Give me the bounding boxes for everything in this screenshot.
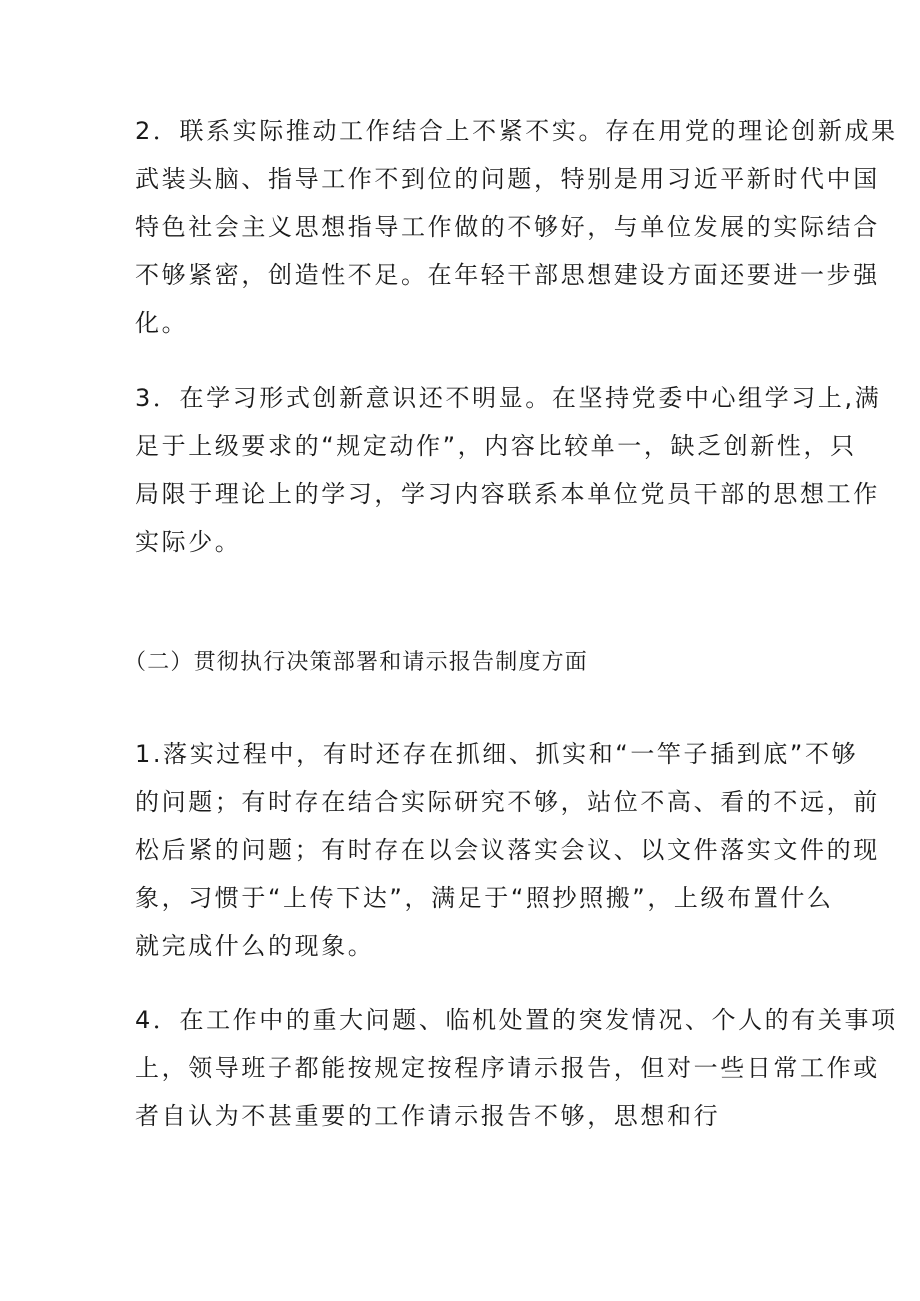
paragraph-line: 足于上级要求的“规定动作”，内容比较单一，缺乏创新性，只	[135, 432, 857, 460]
paragraph-line: 3．在学习形式创新意识还不明显。在坚持党委中心组学习上,满	[135, 384, 882, 412]
paragraph-line: 不够紧密，创造性不足。在年轻干部思想建设方面还要进一步强	[135, 261, 880, 289]
paragraph-line: 就完成什么的现象。	[135, 932, 375, 960]
paragraph-line: 上，领导班子都能按规定按程序请示报告，但对一些日常工作或	[135, 1054, 880, 1082]
paragraph-line: 松后紧的问题；有时存在以会议落实会议、以文件落实文件的现	[135, 836, 880, 864]
paragraph-line: 象，习惯于“上传下达”，满足于“照抄照搬”，上级布置什么	[135, 884, 834, 912]
paragraph-line: 局限于理论上的学习，学习内容联系本单位党员干部的思想工作	[135, 480, 880, 508]
paragraph-line: 的问题；有时存在结合实际研究不够，站位不高、看的不远，前	[135, 788, 880, 816]
paragraph-item-2	[135, 107, 898, 347]
paragraph-line: 4．在工作中的重大问题、临机处置的突发情况、个人的有关事项	[135, 1006, 898, 1034]
paragraph-line: 者自认为不甚重要的工作请示报告不够，思想和行	[135, 1102, 721, 1130]
paragraph-item-3	[135, 374, 882, 566]
paragraph-line: 实际少。	[135, 528, 242, 556]
section-heading	[124, 639, 784, 687]
paragraph-line: 1.落实过程中，有时还存在抓细、抓实和“一竿子插到底”不够	[135, 740, 859, 768]
paragraph-line: 武装头脑、指导工作不到位的问题，特别是用习近平新时代中国	[135, 165, 880, 193]
paragraph-item-4	[135, 996, 898, 1140]
paragraph-line: 化。	[135, 309, 189, 337]
paragraph-line: 特色社会主义思想指导工作做的不够好，与单位发展的实际结合	[135, 213, 880, 241]
paragraph-line: 2．联系实际推动工作结合上不紧不实。存在用党的理论创新成果	[135, 117, 898, 145]
paragraph-item-1	[135, 730, 880, 970]
section-heading-text: （二）贯彻执行决策部署和请示报告制度方面	[124, 650, 589, 675]
